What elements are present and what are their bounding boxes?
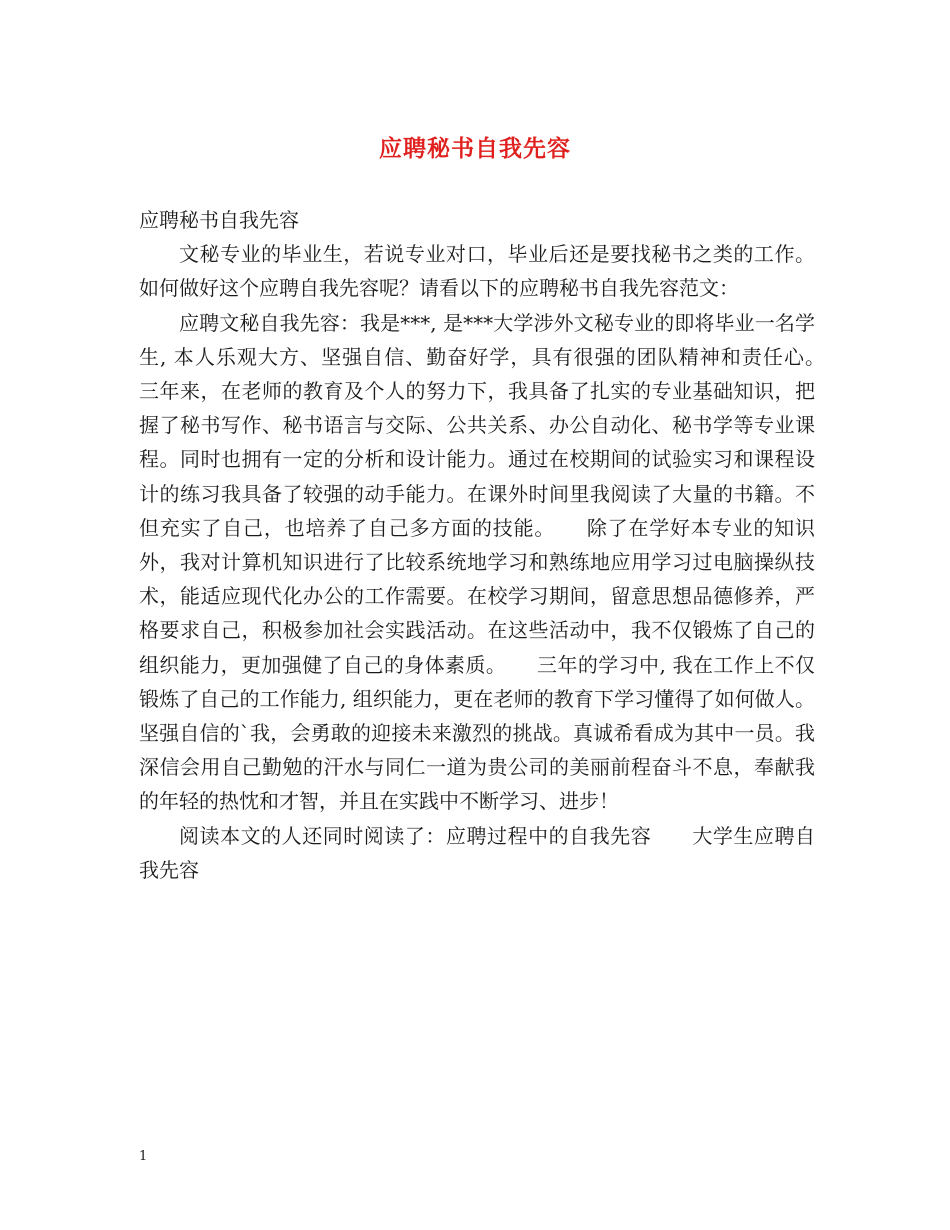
paragraph-related-reading: 阅读本文的人还同时阅读了：应聘过程中的自我先容 大学生应聘自我先容 bbox=[139, 823, 815, 882]
paragraph-intro: 文秘专业的毕业生，若说专业对口，毕业后还是要找秘书之类的工作。如何做好这个应聘自我先容呢？请看以下的应聘秘书自我先容范文： bbox=[139, 242, 815, 301]
paragraph-main: 应聘文秘自我先容：我是***, 是***大学涉外文秘专业的即将毕业一名学生, 本人乐观大方、坚强自信、勤奋好学，具有很强的团队精神和责任心。 三年来，在老师的教育及个人的努力下，我具备了扎实的专业基础知识，把握了秘书写作、秘书语言与交际、公共关系、办公自动化、秘书学等专业课程。同时也拥有一定的分析和设计能力。通过在校期间的试验实习和课程设计的练习我具备了较强的动手能力。在课外时间里我阅读了大量的书籍。不但充实了自己，也培养了自己多方面的技能。 除了在学好本专业的知识外，我对计算机知识进行了比较系统地学习和熟练地应用学习过电脑操纵技术，能适应现代化办公的工作需要。在校学习期间，留意思想品德修养，严格要求自己，积极参加社会实践活动。在这些活动中，我不仅锻炼了自己的组织能力，更加强健了自己的身体素质。 三年的学习中, 我在工作上不仅锻炼了自己的工作能力, 组织能力，更在老师的教育下学习懂得了如何做人。坚强自信的`我，会勇敢的迎接未来激烈的挑战。真诚希看成为其中一员。我深信会用自己勤勉的汗水与同仁一道为贵公司的美丽前程奋斗不息，奉献我的年轻的热忱和才智，并且在实践中不断学习、进步！ bbox=[139, 310, 855, 814]
document-body bbox=[139, 203, 855, 887]
page-number: 1 bbox=[139, 1149, 148, 1164]
document-subtitle: 应聘秘书自我先容 bbox=[139, 208, 299, 232]
document-title: 应聘秘书自我先容 bbox=[379, 135, 571, 162]
